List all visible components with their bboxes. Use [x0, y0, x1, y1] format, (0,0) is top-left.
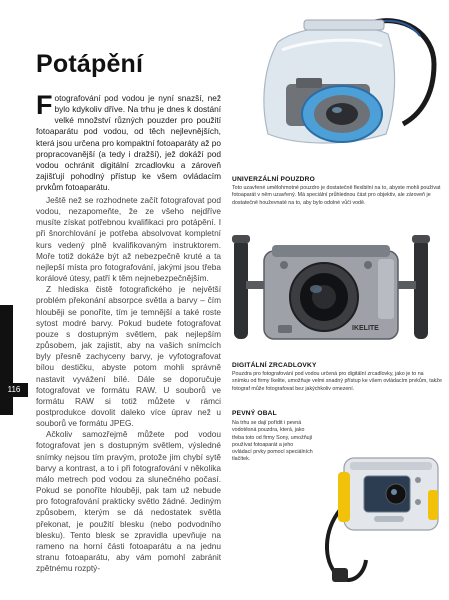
lead-paragraph: [36, 90, 221, 193]
chapter-tab: [0, 305, 13, 415]
hard-case-photo: [314, 450, 444, 590]
caption-text-hard: Na trhu se dají pořídit i pevná vodotěsná pouzdra, která, jako třeba toto od firmy Sony, umožňují používat fotoaparát a jeho ovládací prvky pomocí speciálních tlačítek.: [232, 420, 313, 463]
page-title: Potápění: [36, 50, 144, 78]
body-paragraph: Ještě než se rozhodnete začít fotografovat pod vodou, nezapomeňte, že ze všeho nejdříve musíte získat potřebnou kvalifikaci pro potápění. I při šnorchlování je potřeba absolvovat kompletní kurs vedený plně kvalifikovaným instruktorem. Moře totiž dokáže být až nebezpečně kruté a ta nejlepší místa pro fotografování, jakými jsou třeba korálové útesy, patří k těm nejnebezpečnějším.: [36, 195, 221, 284]
body-paragraph: Ačkoliv samozřejmě můžete pod vodou fotografovat jen s dostupným světlem, výsledné snímky nejsou tím pravým, protože jim chybí sytě barvy a kontrast, a to i při fotografování v několika málo metrech pod vodou za slunečného počasí. Pokud se ponoříte hlouběji, pak tam už nebude pro fotografování prakticky světlo žádné. Jediným způsobem, kterým se dá nedostatek světla překonat, je použití blesku (nebo podvodního blesku). Tento blesk se zpravidla upevňuje na rameno na horní části fotoaparátu a na jednu stranu fotoaparátu, aby vám pomohl zabránit zpětnému rozptý-: [36, 429, 221, 574]
dropcap: F: [36, 90, 53, 120]
body-paragraph: Z hlediska čistě fotografického je největší problém překonání absorpce světla a barvy – čím hlouběji se ponoříte, tím je temnější a také roste sytost modré barvy. Pokud budete fotografovat pouze s dostupným světlem, pak nejlepším způsobem, jak zajistit, aby na vašich snímcích byly přesně zachyceny barvy, je vyfotografovat bílou destičku, abyste potom mohli správně nastavit vyvážení bílé. Dále se doporučuje fotografovat ve formátu RAW. U souborů ve formátu RAW si totiž můžete v rámci postprodukce dovolit daleko více úprav než u souborů ve formátu JPEG.: [36, 284, 221, 429]
caption-text-universal: Toto uzavřené umělohmotné pouzdro je dostatečně flexibilní na to, abyste mohli používat fotoaparát v něm uzavřený. Má speciální průhlednou část pro objektiv, ale zároveň je dostatečně houževnaté na to, aby bylo odolné vůči vodě.: [232, 185, 441, 206]
caption-heading-universal: UNIVERZÁLNÍ POUZDRO: [232, 176, 315, 183]
caption-heading-hard: PEVNÝ OBAL: [232, 410, 277, 417]
dslr-housing-photo: [228, 229, 432, 349]
body-text: [36, 195, 221, 574]
page-number: 116: [0, 383, 28, 397]
housing-brand-label: IKELITE: [352, 325, 379, 332]
universal-housing-photo: [238, 6, 442, 152]
caption-heading-dslr: DIGITÁLNÍ ZRCADLOVKY: [232, 362, 317, 369]
caption-text-dslr: Pouzdra pro fotografování pod vodou určená pro digitální zrcadlovky, jako je to na snímku od firmy Ikelite, umožňuje velmi snadný přístup ke všem ovládacím prvkům, takže fotograf může fotografovat bez jakýchkoliv omezení.: [232, 371, 442, 392]
lead-text: otografování pod vodou je nyní snazší, než bylo kdykoliv dříve. Na trhu je dnes k dostání velké množství různých pouzder pro použití fotoaparátu pod vodou, od těch nejlevnějších, která jsou určena pro kompaktní fotoaparáty až po propracovanější (a tedy i dražší), jež dokáží pod vodou ochránit digitální zrcadlovku a zároveň zajišťují pohodlný přístup ke všem ovládacím prvkům fotoaparátu.: [36, 93, 221, 193]
